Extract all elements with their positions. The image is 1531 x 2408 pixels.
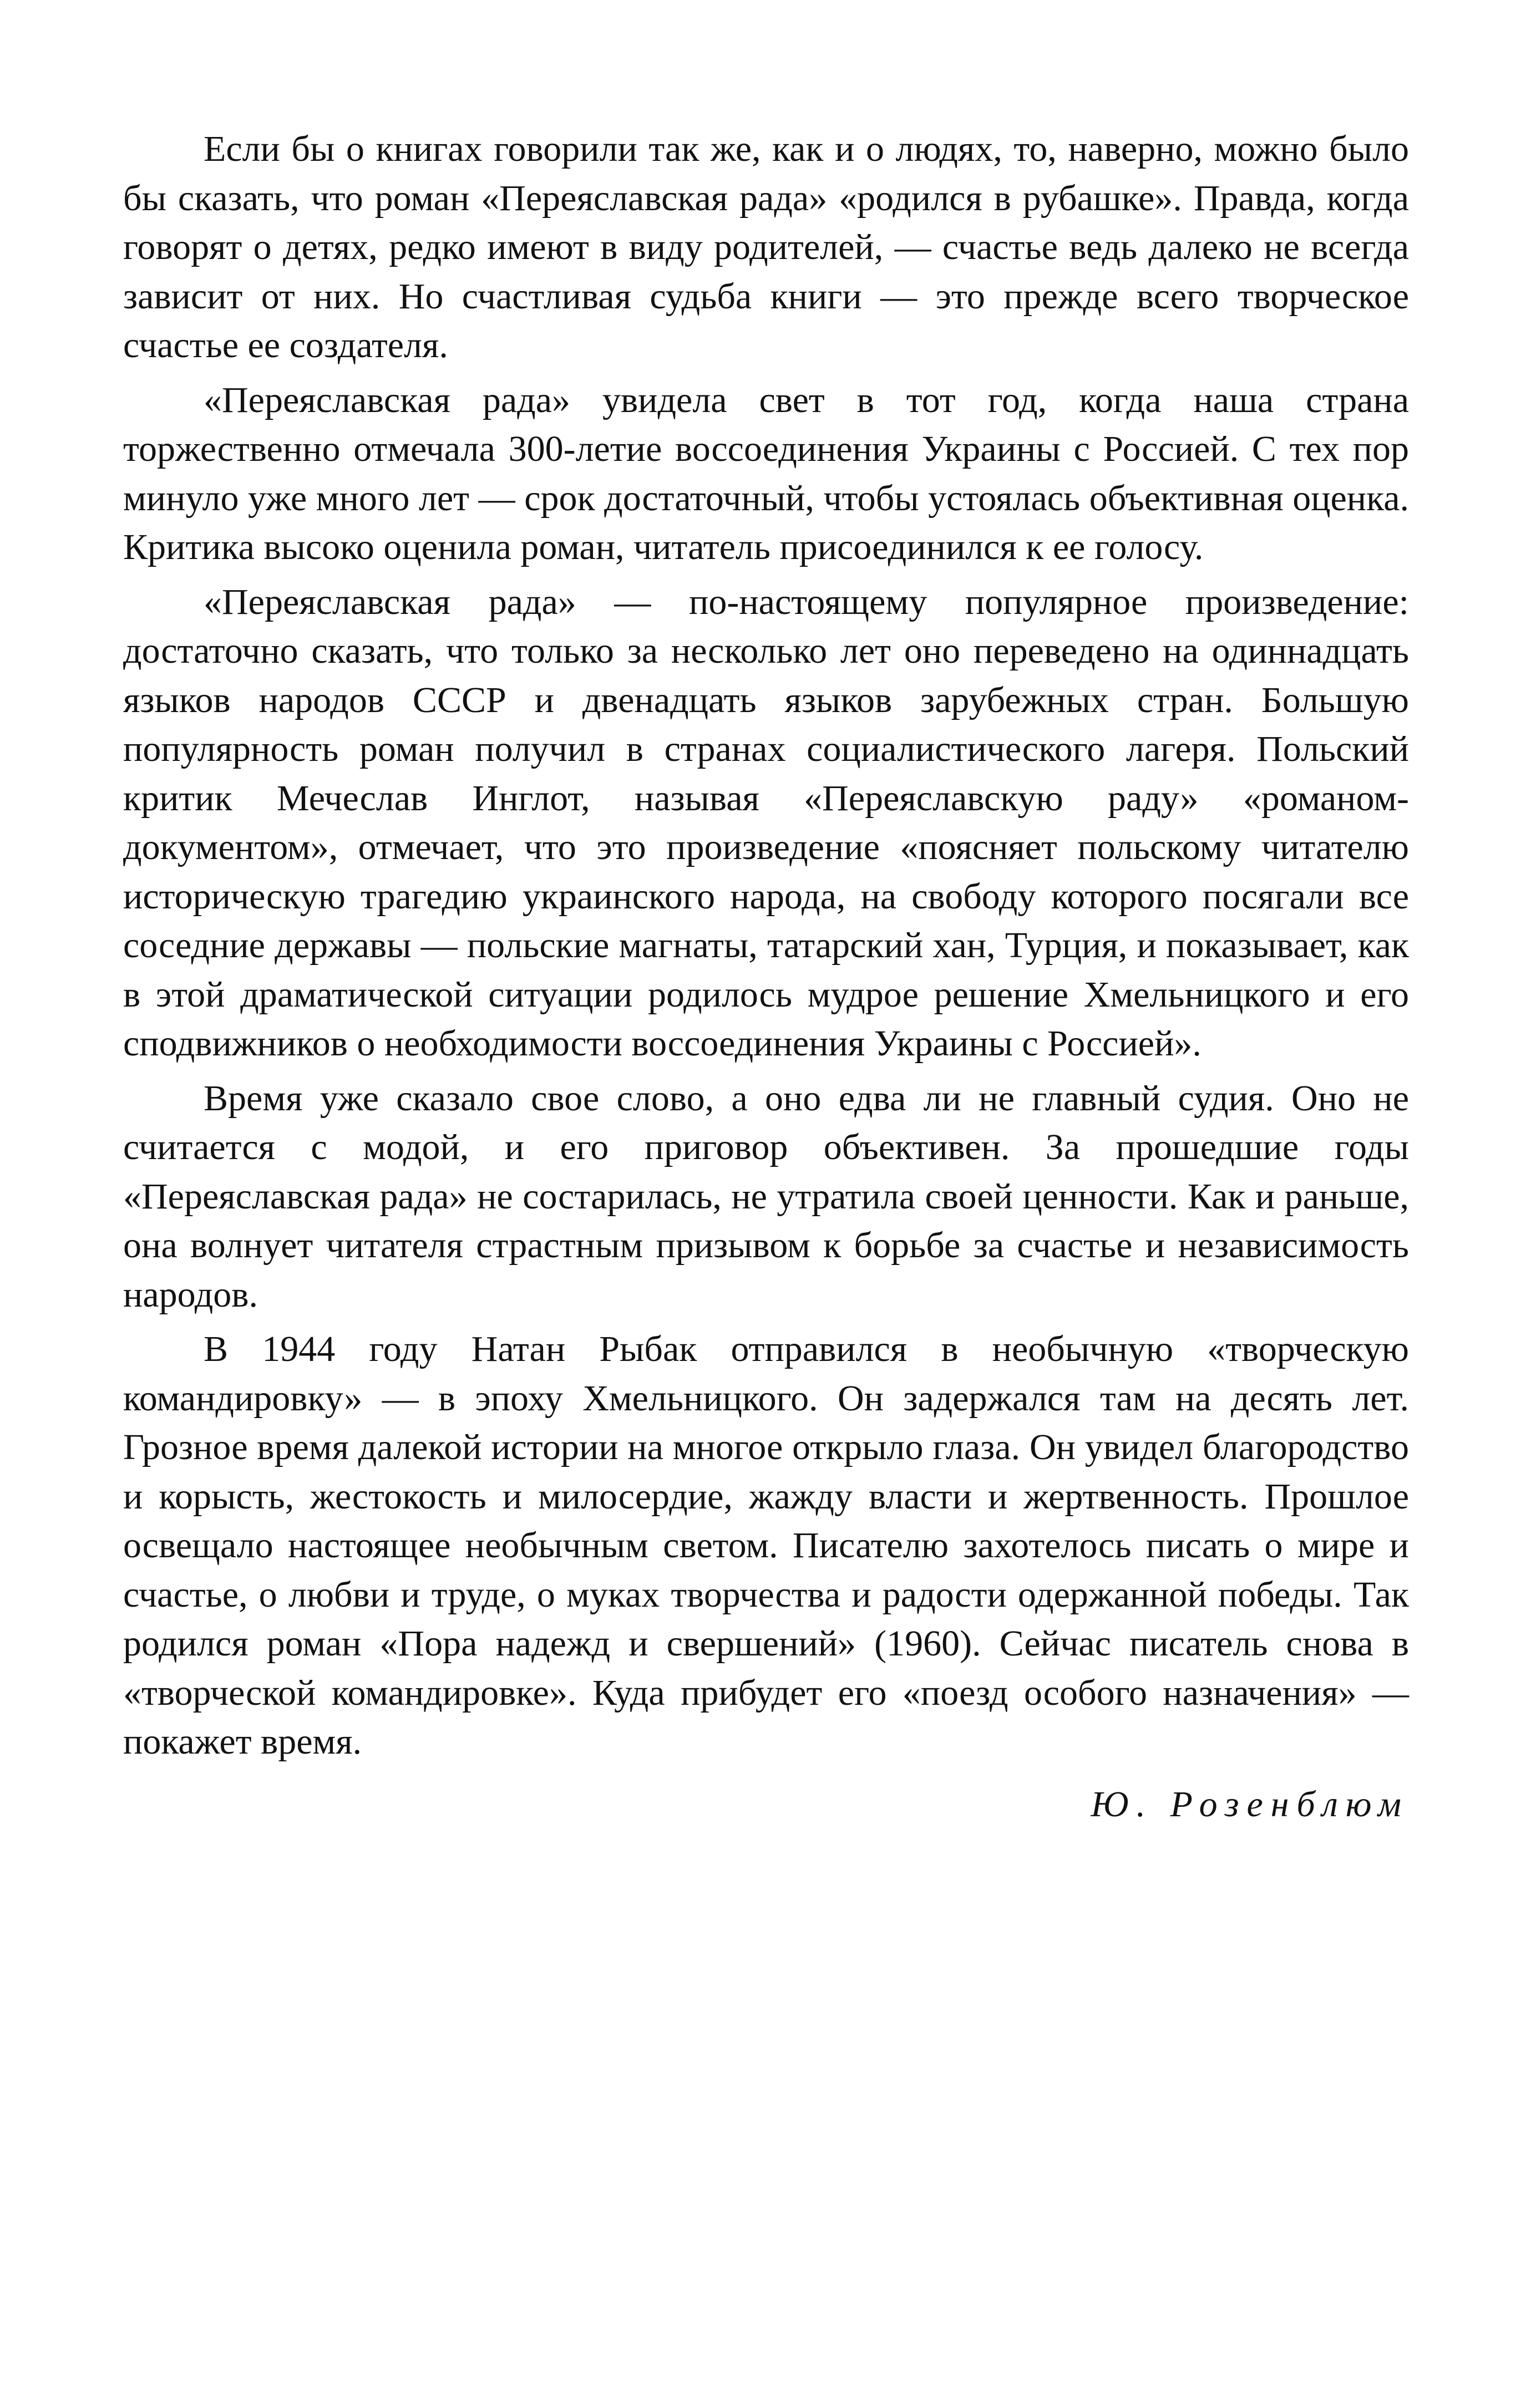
document-page [123, 125, 1409, 1829]
paragraph-4: Время уже сказало свое слово, а оно едва ли не главный судия. Оно не считается с модой, и его приговор объективен. За прошедшие годы «Переяславская рада» не состарилась, не утратила своей ценности. Как и раньше, она волнует читателя страстным призывом к борьбе за счастье и независимость народов. [123, 1078, 1409, 1315]
author-signature: Ю. Розенблюм [1091, 1784, 1409, 1825]
paragraph-5: В 1944 году Натан Рыбак отправился в необычную «творческую командировку» — в эпоху Хмельницкого. Он задержался там на десять лет. Грозное время далекой истории на многое открыло глаза. Он увидел благородство и корысть, жестокость и милосердие, жажду власти и жертвенность. Прошлое освещало настоящее необычным светом. Писателю захотелось писать о мире и счастье, о любви и труде, о муках творчества и радости одержанной победы. Так родился роман «Пора надежд и свершений» (1960). Сейчас писатель снова в «творческой командировке». Куда прибудет его «поезд особого назначения» — покажет время. [123, 1329, 1409, 1762]
paragraph-1: Если бы о книгах говорили так же, как и о людях, то, наверно, можно было бы сказать, что роман «Переяславская рада» «родился в рубашке». Правда, когда говорят о детях, редко имеют в виду родителей, — счастье ведь далеко не всегда зависит от них. Но счастливая судьба книги — это прежде всего творческое счастье ее создателя. [123, 129, 1409, 365]
paragraph-2: «Переяславская рада» увидела свет в тот год, когда наша страна торжественно отмечала 300-летие воссоединения Украины с Россией. С тех пор минуло уже много лет — срок достаточный, чтобы устоялась объективная оценка. Критика высоко оценила роман, читатель присоединился к ее голосу. [123, 379, 1409, 567]
paragraph-3: «Переяславская рада» — по-настоящему популярное произведение: достаточно сказать, что только за несколько лет оно переведено на одиннадцать языков народов СССР и двенадцать языков зарубежных стран. Большую популярность роман получил в странах социалистического лагеря. Польский критик Мечеслав Инглот, называя «Переяславскую раду» «романом-документом», отмечает, что это произведение «поясняет польскому читателю историческую трагедию украинского народа, на свободу которого посягали все соседние державы — польские магнаты, татарский хан, Турция, и показывает, как в этой драматической ситуации родилось мудрое решение Хмельницкого и его сподвижников о необходимости воссоединения Украины с Россией». [123, 581, 1409, 1064]
